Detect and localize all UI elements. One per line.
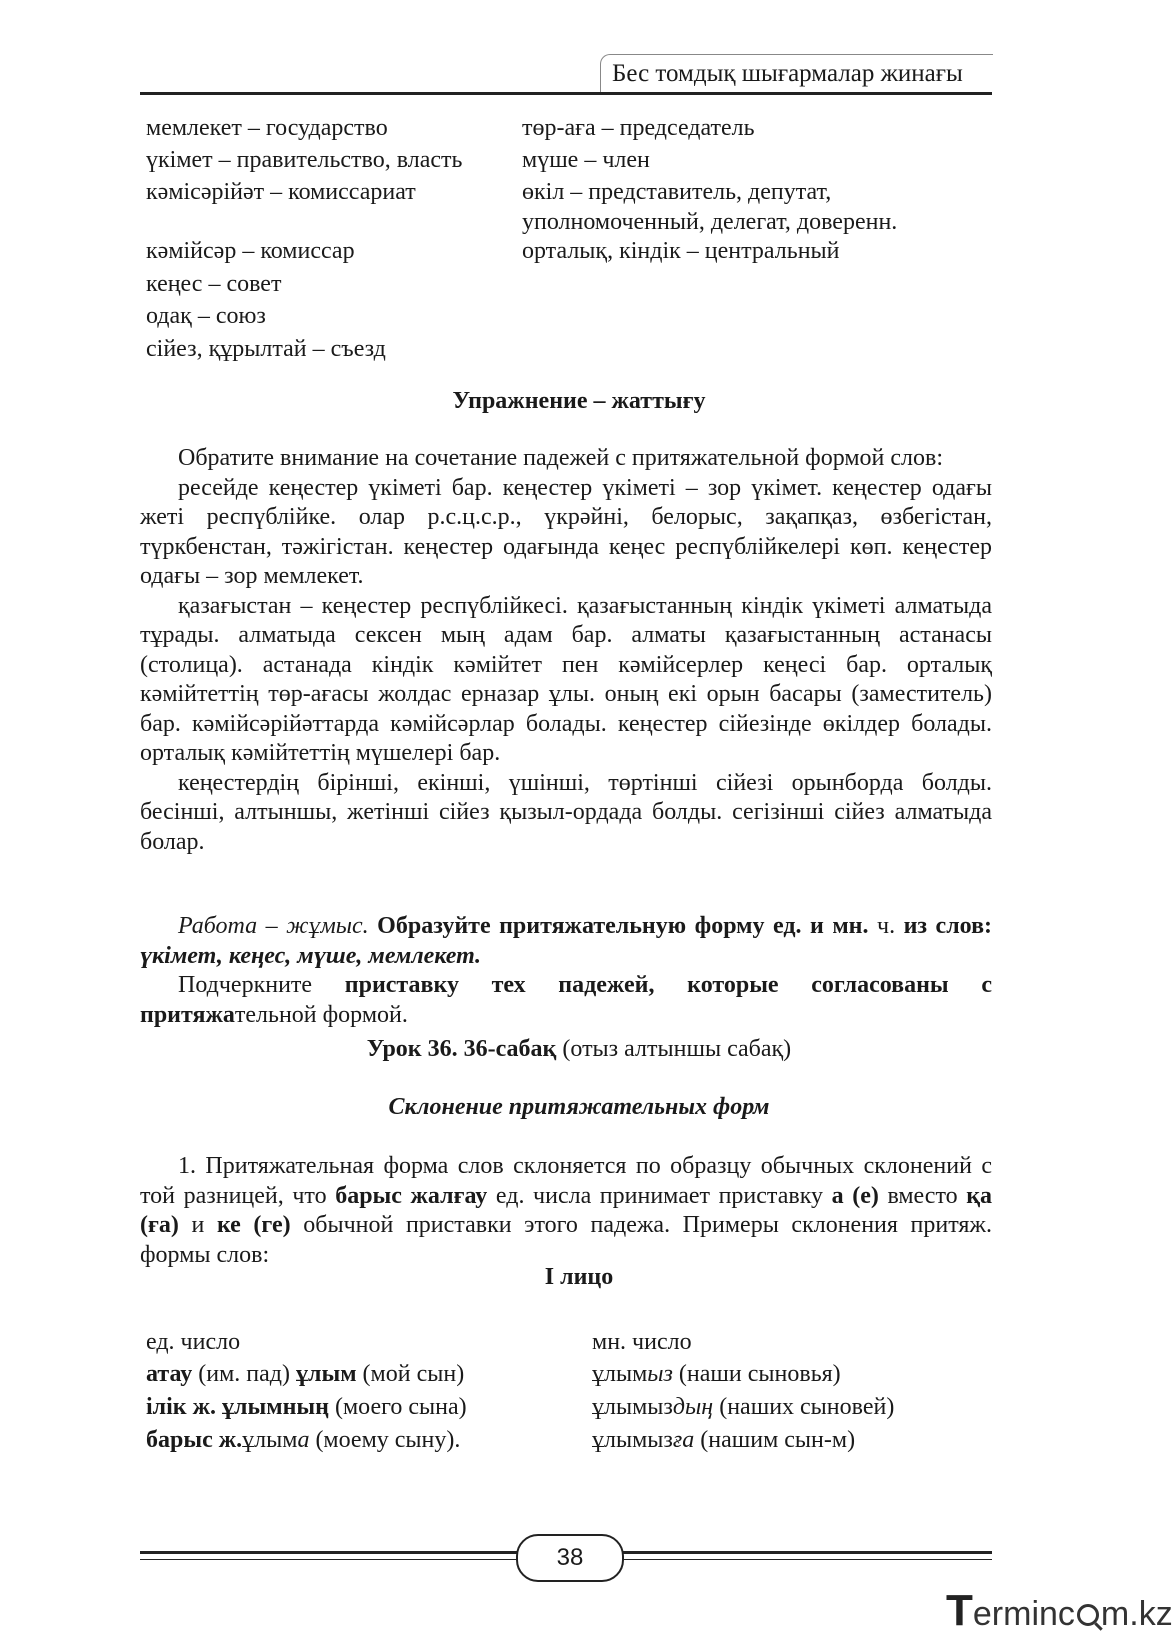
- logo-text-1: erminc: [972, 1595, 1075, 1633]
- rule-block: [140, 1152, 992, 1270]
- underline-text-bold: приставку тех падежей, которые согласованы с притяжа: [140, 972, 993, 1028]
- glossary-left-7: сійез, құрылтай – съезд: [146, 336, 386, 362]
- form-nominative-sg: ұлым: [295, 1361, 357, 1387]
- exercise-paragraph-2: қазағыстан – кеңестер респүблійкесі. қазағыстанның кіндік үкіметі алматыда тұрады. алматыда сексен мың адам бар. алматы қазағыстанның астанасы (столица). астанада кіндік кәмійтет пен кәмійсерлер кеңесі бар. орталық кәмійтеттің төр-ағасы жолдас ерназар ұлы. оның екі орын басары (заместитель) бар. кәмійсәрійәттарда кәмійсәрлар болады. кеңестер сійезінде өкілдер болады. орталық кәмійтеттің мүшелері бар.: [140, 592, 992, 766]
- lesson-subtitle: Склонение притяжательных форм: [388, 1094, 770, 1120]
- glossary-right-5: орталық, кіндік – центральный: [522, 238, 840, 264]
- case-genitive-form: ілік ж. ұлымның: [146, 1394, 329, 1420]
- task-block: [140, 912, 992, 1030]
- rule-b2: а (е): [831, 1182, 879, 1209]
- form-dative-stem: ұлым: [242, 1427, 298, 1453]
- plural-row-2: [592, 1391, 894, 1424]
- rule-t5: обычной приставки этого падежа. Примеры склонения притяж. формы слов:: [140, 1212, 993, 1268]
- plural-nominative-stem: ұлым: [592, 1361, 648, 1387]
- plural-row-1: [592, 1358, 841, 1391]
- translation-dative-pl: (нашим сын-м): [700, 1427, 856, 1453]
- singular-row-3: [146, 1424, 460, 1457]
- header-rule: [140, 92, 992, 95]
- form-dative-ending: а: [297, 1427, 310, 1453]
- translation-genitive-sg: (моего сына): [334, 1394, 467, 1420]
- case-nominative: атау: [146, 1361, 193, 1387]
- glossary-left-2: үкімет – правительство, власть: [146, 147, 463, 173]
- glossary-right-3: өкіл – представитель, депутат,: [522, 179, 832, 205]
- glossary-left-6: одақ – союз: [146, 303, 266, 329]
- plural-heading: мн. число: [592, 1329, 692, 1355]
- logo-text-2: m.kz: [1100, 1595, 1173, 1633]
- exercise-paragraph-3: кеңестердің бірінші, екінші, үшінші, төртінші сійезі орынборда болды. бесінші, алтыншы, жетінші сійез қызыл-ордада болды. сегізінші сійез алматыда болар.: [140, 769, 992, 855]
- exercise-heading: Упражнение – жаттығу: [452, 388, 706, 414]
- work-text-ch: ч.: [877, 913, 896, 939]
- glossary-right-4: уполномоченный, делегат, доверенн.: [522, 209, 898, 235]
- lesson-title-note: (отыз алтыншы сабақ): [562, 1036, 792, 1062]
- underline-instruction: [140, 971, 992, 1030]
- plural-row-3: [592, 1424, 855, 1457]
- lesson-title-bold: Урок 36. 36-сабақ: [366, 1036, 557, 1062]
- translation-nominative-sg: (мой сын): [362, 1361, 465, 1387]
- rule-t4: и: [191, 1212, 205, 1238]
- translation-nominative-pl: (наши сыновья): [678, 1361, 841, 1387]
- translation-dative-sg: (моему сыну).: [315, 1427, 461, 1453]
- exercise-paragraph-1: ресейде кеңестер үкіметі бар. кеңестер үкіметі – зор үкімет. кеңестер одағы жеті респүблійке. олар р.с.ц.с.р., үкрәйні, белорыс, зақапқаз, өзбегістан, түркбенстан, тәжігістан. кеңестер одағында кеңес респүблійкелері көп. кеңестер одағы – зор мемлекет.: [140, 474, 992, 589]
- rule-t2: ед. числа принимает приставку: [495, 1182, 824, 1209]
- work-label: Работа – жұмыс.: [178, 913, 369, 939]
- work-words: үкімет, кеңес, мүше, мемлекет.: [140, 942, 482, 969]
- plural-dative-stem: ұлымыз: [592, 1427, 673, 1453]
- translation-genitive-pl: (наших сыновей): [719, 1394, 895, 1420]
- rule-t3: вместо: [887, 1182, 958, 1209]
- exercise-body: [140, 444, 992, 857]
- plural-genitive-ending: дың: [672, 1394, 714, 1420]
- magnifier-icon: [1077, 1604, 1099, 1626]
- underline-text-1: Подчеркните: [178, 972, 313, 998]
- exercise-intro: Обратите внимание на сочетание падежей с притяжательной формой слов:: [178, 445, 943, 471]
- page-number: 38: [516, 1534, 624, 1582]
- glossary-right-2: мүше – член: [522, 147, 650, 173]
- rule-t1: 1. Притяжательная форма слов склоняется по образцу обычных склонений с той разницей, что: [140, 1153, 992, 1209]
- work-text-bold-1: Образуйте притяжательную форму ед. и мн.: [377, 913, 869, 939]
- glossary-left-3: кәмісәрійәт – комиссариат: [146, 179, 416, 205]
- rule-b1: барыс жалғау: [335, 1182, 488, 1209]
- work-text-bold-2: из слов:: [903, 913, 993, 939]
- plural-dative-ending: ға: [672, 1427, 695, 1453]
- plural-genitive-stem: ұлымыз: [592, 1394, 673, 1420]
- person-heading: I лицо: [544, 1264, 614, 1290]
- glossary-right-1: төр-аға – председатель: [522, 115, 755, 141]
- singular-row-1: [146, 1358, 464, 1391]
- glossary-left-4: кәмійсәр – комиссар: [146, 238, 355, 264]
- glossary-left-5: кеңес – совет: [146, 271, 282, 297]
- lesson-title: [0, 1036, 1158, 1063]
- singular-heading: ед. число: [146, 1329, 241, 1355]
- running-header: Бес томдық шығармалар жинағы: [612, 60, 963, 87]
- plural-nominative-ending: ыз: [647, 1361, 673, 1387]
- case-nominative-note: (им. пад): [198, 1361, 290, 1387]
- singular-row-2: [146, 1391, 467, 1424]
- logo-letter-t: T: [946, 1586, 973, 1635]
- rule-paragraph: [140, 1152, 992, 1270]
- rule-b4: ке (ге): [216, 1212, 291, 1238]
- case-dative: барыс ж.: [146, 1427, 243, 1453]
- terminco-logo: [946, 1586, 1173, 1635]
- underline-text-2: тельной формой.: [234, 1001, 408, 1028]
- work-instruction: [140, 912, 992, 971]
- glossary-left-1: мемлекет – государство: [146, 115, 388, 141]
- rule-b3: қа (ға): [140, 1182, 993, 1238]
